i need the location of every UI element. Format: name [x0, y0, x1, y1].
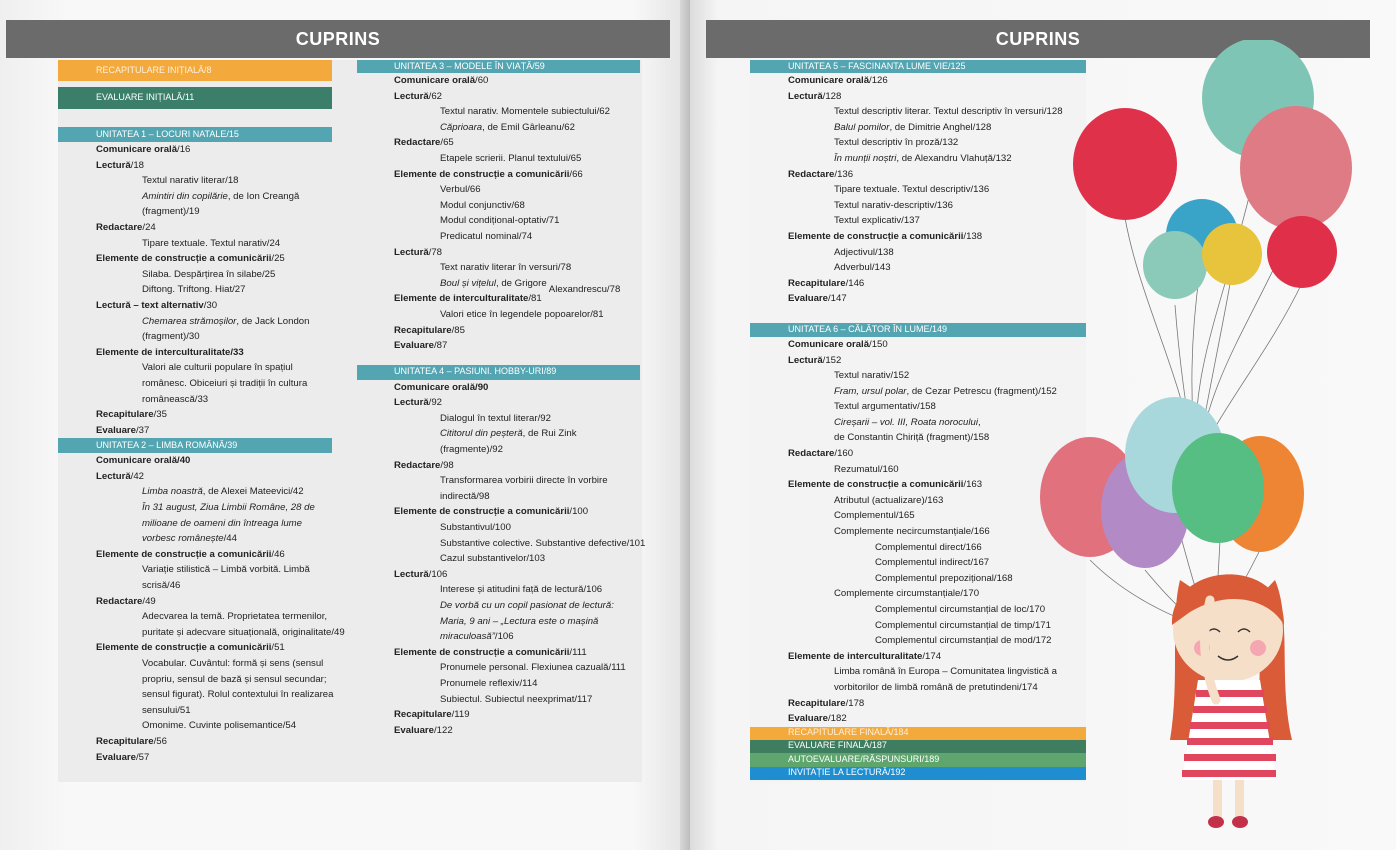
entry-heading: Elemente de construcție a comunicării	[96, 548, 272, 560]
entry-text: /138	[963, 230, 983, 242]
entry-title: Balul pomilor	[834, 121, 890, 133]
entry-text: /35	[153, 409, 167, 421]
toc-entry	[357, 182, 640, 198]
entry-text: Complementul circumstanțial de mod/172	[875, 635, 1052, 647]
entry-text: românesc. Obiceiuri și tradiții în cultura	[142, 377, 308, 389]
toc-entry	[357, 614, 640, 630]
entry-text: sensul figurat). Rolul contextului în realizarea	[142, 689, 334, 701]
entry-text: Textul descriptiv literar. Textul descriptiv în versuri/128	[834, 106, 1063, 118]
entry-text: /37	[136, 424, 150, 436]
entry-heading: Recapitulare	[788, 697, 846, 709]
toc-entry	[357, 551, 640, 567]
entry-text: /18	[130, 159, 144, 171]
entry-heading: Recapitulare	[96, 409, 154, 421]
entry-heading: Evaluare	[96, 751, 137, 763]
toc-entry	[357, 692, 640, 708]
toc-entry	[58, 750, 332, 766]
balloon-red-small	[1267, 216, 1337, 288]
entry-text: Textul narativ-descriptiv/136	[834, 199, 953, 211]
girl-figure	[1170, 574, 1292, 828]
section-bar: UNITATEA 4 – PASIUNI. HOBBY-URI/89	[357, 365, 640, 380]
entry-text: /44	[223, 533, 237, 545]
entry-heading: Redactare	[96, 595, 143, 607]
entry-text: propriu, sensul de bază și sensul secundar;	[142, 673, 327, 685]
entry-heading: Lectură	[96, 159, 131, 171]
toc-entry	[58, 734, 332, 750]
entry-title: Chemarea strămoșilor	[142, 315, 237, 327]
entry-text: Modul condițional-optativ/71	[440, 215, 560, 227]
entry-text: Diftong. Triftong. Hiat/27	[142, 284, 246, 296]
entry-heading: Elemente de construcție a comunicării	[788, 230, 964, 242]
entry-text: Tipare textuale. Textul narativ/24	[142, 237, 281, 249]
entry-text: Textul narativ/152	[834, 370, 910, 382]
section-bar: UNITATEA 2 – LIMBA ROMÂNĂ/39	[58, 438, 332, 453]
entry-text: /56	[153, 735, 167, 747]
entry-heading: Lectură	[394, 90, 429, 102]
toc-entry	[357, 260, 640, 276]
entry-heading: Recapitulare	[394, 324, 452, 336]
entry-text: , de Grigore	[496, 277, 547, 289]
entry-title: De vorbă cu un copil pasionat de lectură:	[440, 600, 614, 611]
entry-heading: Comunicare orală	[788, 75, 870, 86]
entry-text: Transformarea vorbirii directe în vorbire	[440, 475, 608, 487]
section-bar: INVITAȚIE LA LECTURĂ/192	[750, 767, 1086, 780]
toc-entry	[58, 282, 332, 298]
toc-entry	[357, 338, 640, 354]
entry-heading: Lectură – text alternativ	[96, 299, 204, 311]
toc-entry	[357, 458, 640, 474]
entry-text: Tipare textuale. Textul descriptiv/136	[834, 184, 990, 196]
entry-text: Variație stilistică – Limbă vorbită. Limbă	[142, 564, 310, 576]
entry-heading: Evaluare	[788, 713, 829, 725]
toc-entry	[357, 598, 640, 614]
entry-text: Silaba. Despărțirea în silabe/25	[142, 268, 276, 280]
entry-text: /106	[494, 631, 514, 643]
entry-text: Dialogul în textul literar/92	[440, 412, 551, 424]
entry-text: Valori etice în legendele popoarelor/81	[440, 308, 604, 320]
toc-entry	[58, 687, 332, 703]
toc-entry	[58, 625, 345, 641]
entry-text: /152	[822, 354, 842, 366]
entry-text: /30	[203, 299, 218, 311]
toc-entry	[58, 484, 332, 500]
entry-text: Subiectul. Subiectul neexprimat/117	[440, 693, 593, 705]
toc-entry	[58, 329, 332, 345]
entry-text: /182	[828, 713, 847, 725]
toc-entry	[58, 392, 332, 408]
entry-text: /46	[271, 548, 285, 560]
entry-heading: Comunicare orală/40	[96, 455, 191, 467]
toc-entry	[357, 660, 640, 676]
section-bar: UNITATEA 5 – FASCINANTA LUME VIE/125	[750, 60, 1086, 73]
entry-text: Adverbul/143	[834, 262, 891, 274]
toc-entry	[357, 411, 640, 427]
entry-text: /25	[271, 253, 285, 265]
toc-entry	[58, 142, 332, 158]
toc-entry	[357, 135, 640, 151]
toc-entry	[58, 453, 332, 469]
entry-text: Rezumatul/160	[834, 463, 899, 475]
spacer	[357, 354, 640, 365]
entry-heading: Comunicare orală	[96, 144, 178, 155]
toc-entry	[58, 173, 332, 189]
entry-heading: Lectură	[96, 470, 131, 482]
page-title-text: CUPRINS	[295, 29, 381, 49]
girl-with-balloons-illustration	[1030, 40, 1390, 840]
spacer	[58, 109, 332, 127]
toc-entry	[58, 314, 332, 330]
entry-text: (fragmente)/92	[440, 444, 503, 456]
entry-text: ,	[977, 416, 981, 428]
entry-text: /98	[440, 459, 454, 471]
entry-title: Fram, ursul polar	[834, 385, 907, 397]
entry-text: /160	[834, 448, 854, 460]
toc-entry	[357, 567, 640, 583]
entry-heading: Redactare	[394, 137, 441, 149]
section-bar: UNITATEA 3 – MODELE ÎN VIAȚĂ/59	[357, 60, 640, 73]
entry-heading: Redactare	[394, 459, 441, 471]
section-bar: AUTOEVALUARE/RĂSPUNSURI/189	[750, 753, 1086, 767]
toc-entry	[58, 204, 332, 220]
toc-entry	[58, 547, 332, 563]
entry-text: /126	[869, 75, 888, 86]
entry-heading: Recapitulare	[394, 709, 452, 721]
toc-entry	[357, 676, 640, 692]
entry-text: puritate și adecvare situațională, originalitate/49	[142, 626, 345, 638]
toc-entry	[357, 323, 640, 339]
entry-text: , de Cezar Petrescu (fragment)/152	[906, 385, 1057, 397]
toc-entry	[58, 267, 332, 283]
entry-title: milioane de oameni din întreaga lume	[142, 517, 302, 529]
toc-entry	[357, 198, 640, 214]
entry-text: /51	[271, 642, 285, 654]
toc-entry	[58, 562, 332, 578]
entry-text: Complementul circumstanțial de timp/171	[875, 619, 1051, 631]
entry-title: Boul și vițelul	[440, 277, 496, 289]
entry-text: Adjectivul/138	[834, 246, 894, 258]
entry-title: În munții noștri	[834, 152, 897, 164]
entry-text: Textul explicativ/137	[834, 215, 920, 227]
entry-text: /85	[451, 324, 465, 336]
entry-text: /49	[142, 595, 156, 607]
entry-text: Adecvarea la temă. Proprietatea termenilor,	[142, 611, 328, 623]
entry-text: /65	[440, 137, 454, 149]
entry-heading: Lectură	[394, 568, 429, 580]
entry-text: Complemente necircumstanțiale/166	[834, 526, 990, 538]
entry-text: (fragment)/30	[142, 331, 200, 343]
entry-text: /106	[428, 568, 448, 580]
toc-entry	[357, 104, 640, 120]
section-bar: RECAPITULARE INIȚIALĂ/8	[58, 60, 332, 81]
entry-heading: Elemente de construcție a comunicării	[394, 646, 570, 658]
page-title-left	[6, 20, 670, 58]
entry-text: scrisă/46	[142, 580, 181, 592]
entry-text: Atributul (actualizare)/163	[834, 494, 944, 506]
entry-heading: Comunicare orală/90	[394, 381, 489, 393]
toc-column-1	[58, 60, 345, 765]
toc-entry	[58, 220, 332, 236]
entry-text: /78	[428, 246, 442, 258]
toc-entry	[58, 531, 332, 547]
balloon-green	[1172, 433, 1264, 543]
entry-heading: Evaluare	[788, 293, 829, 305]
toc-entry	[357, 120, 640, 136]
entry-text: /16	[177, 144, 191, 155]
toc-entry	[58, 718, 332, 734]
section-bar: UNITATEA 1 – LOCURI NATALE/15	[58, 127, 332, 142]
entry-text: /87	[434, 340, 448, 352]
entry-continuation: Alexandrescu/78	[546, 283, 621, 295]
toc-entry	[58, 189, 332, 205]
entry-text: Omonime. Cuvinte polisemantice/54	[142, 720, 297, 732]
entry-text: (fragment)/19	[142, 206, 200, 218]
entry-text: /163	[963, 479, 983, 491]
entry-text: /62	[428, 90, 442, 102]
entry-text: /147	[828, 293, 847, 305]
entry-heading: Recapitulare	[788, 277, 846, 289]
toc-entry	[357, 629, 640, 645]
entry-text: /150	[869, 338, 888, 350]
entry-title: Cireșarii – vol. III, Roata norocului	[834, 416, 978, 428]
toc-entry	[357, 167, 640, 183]
toc-entry	[58, 500, 332, 516]
entry-text: de Constantin Chiriță (fragment)/158	[834, 432, 990, 444]
entry-heading: Elemente de construcție a comunicării	[788, 479, 964, 491]
entry-text: , de Jack London	[236, 315, 310, 327]
toc-entry	[357, 473, 640, 489]
entry-heading: Evaluare	[394, 340, 435, 352]
entry-heading: Lectură	[394, 246, 429, 258]
entry-heading: Elemente de interculturalitate/33	[96, 346, 244, 358]
entry-text: Substantivul/100	[440, 522, 511, 534]
toc-entry	[58, 640, 332, 656]
entry-heading: Elemente de construcție a comunicării	[394, 506, 570, 518]
entry-text: Complementul/165	[834, 510, 915, 522]
entry-text: , de Rui Zink	[522, 428, 577, 440]
entry-heading: Redactare	[788, 448, 835, 460]
entry-text: Complementul indirect/167	[875, 557, 990, 569]
entry-text: /174	[922, 650, 942, 662]
entry-text: Verbul/66	[440, 184, 481, 196]
entry-text: Etapele scrierii. Planul textului/65	[440, 152, 582, 164]
entry-text: , de Alexei Mateevici/42	[202, 486, 304, 498]
entry-text: Textul narativ. Momentele subiectului/62	[440, 106, 610, 118]
toc-entry	[357, 504, 640, 520]
balloon-yellow	[1202, 223, 1262, 285]
entry-text: Complementul prepozițional/168	[875, 572, 1013, 584]
entry-heading: Evaluare	[96, 424, 137, 436]
entry-text: , de Alexandru Vlahuță/132	[896, 152, 1012, 164]
toc-entry	[357, 645, 640, 661]
entry-text: românească/33	[142, 393, 209, 405]
entry-text: indirectă/98	[440, 490, 490, 502]
entry-heading: Evaluare	[394, 724, 435, 736]
entry-text: Textul argumentativ/158	[834, 401, 936, 413]
right-page	[690, 0, 1396, 850]
toc-entry	[58, 407, 332, 423]
entry-text: Complemente circumstanțiale/170	[834, 588, 980, 600]
entry-heading: Elemente de interculturalitate	[788, 650, 923, 662]
toc-entry	[58, 360, 332, 376]
toc-entry	[58, 236, 332, 252]
balloon-red-left	[1073, 108, 1177, 220]
entry-text: /24	[142, 221, 156, 233]
entry-text: Limba română în Europa – Comunitatea lingvistică a	[834, 666, 1057, 678]
entry-heading: Elemente de construcție a comunicării	[394, 168, 570, 180]
entry-heading: Comunicare orală	[394, 75, 476, 86]
entry-text: /42	[130, 470, 144, 482]
entry-text: Textul descriptiv în proză/132	[834, 137, 959, 149]
entry-title: miraculoasă”	[440, 631, 495, 643]
toc-entry	[357, 380, 640, 396]
toc-entry	[357, 229, 640, 245]
toc-entry	[58, 345, 332, 361]
toc-entry	[357, 213, 640, 229]
toc-entry	[357, 89, 640, 105]
entry-text: sensului/51	[142, 704, 191, 716]
entry-text: /60	[475, 75, 489, 86]
toc-entry	[357, 245, 640, 261]
entry-text: , de Emil Gârleanu/62	[482, 121, 575, 133]
entry-heading: Redactare	[96, 221, 143, 233]
entry-text: /81	[528, 293, 542, 305]
toc-entry	[357, 442, 640, 458]
toc-entry	[357, 582, 640, 598]
toc-entry	[357, 276, 640, 295]
toc-entry	[58, 609, 332, 625]
entry-text: Complementul circumstanțial de loc/170	[875, 604, 1046, 615]
section-bar: RECAPITULARE FINALĂ/184	[750, 727, 1086, 740]
entry-heading: Comunicare orală	[788, 338, 870, 350]
balloon-teal-small	[1143, 231, 1207, 299]
entry-text: Cazul substantivelor/103	[440, 553, 546, 565]
entry-text: Modul conjunctiv/68	[440, 199, 525, 211]
entry-text: /66	[569, 168, 583, 180]
entry-title: Limba noastră	[142, 486, 203, 498]
toc-entry	[357, 489, 640, 505]
entry-heading: Lectură	[788, 90, 823, 102]
entry-title: În 31 august, Ziua Limbii Române, 28 de	[142, 502, 315, 514]
entry-heading: Elemente de construcție a comunicării	[96, 253, 272, 265]
toc-entry	[58, 469, 332, 485]
entry-text: , de Ion Creangă	[227, 190, 300, 202]
entry-text: /57	[136, 751, 150, 763]
toc-column-2	[357, 60, 646, 738]
toc-entry	[58, 158, 332, 174]
toc-entry	[58, 703, 332, 719]
toc-entry	[58, 251, 332, 267]
entry-text: Valori ale culturii populare în spațiul	[142, 362, 293, 374]
entry-text: /92	[428, 397, 442, 409]
entry-text: /111	[569, 646, 587, 658]
entry-heading: Lectură	[394, 397, 429, 409]
entry-text: /128	[822, 90, 842, 102]
entry-text: , de Dimitrie Anghel/128	[889, 121, 992, 133]
entry-text: /146	[845, 277, 865, 289]
entry-text: Textul narativ literar/18	[142, 175, 239, 187]
left-page	[0, 0, 688, 850]
entry-title: Cititorul din peșteră	[440, 428, 523, 440]
toc-entry	[357, 307, 640, 323]
entry-title: Maria, 9 ani – „Lectura este o mașină	[440, 615, 599, 627]
entry-text: Substantive colective. Substantive defective/101	[440, 537, 646, 549]
toc-entry	[357, 536, 646, 552]
page-title-text: CUPRINS	[995, 29, 1081, 49]
section-bar: UNITATEA 6 – CĂLĂTOR ÎN LUME/149	[750, 323, 1086, 337]
toc-entry	[58, 656, 332, 672]
toc-entry	[357, 723, 640, 739]
toc-entry	[58, 376, 332, 392]
entry-text: /136	[834, 168, 854, 180]
entry-heading: Elemente de interculturalitate	[394, 293, 529, 305]
entry-heading: Redactare	[788, 168, 835, 180]
entry-text: Vocabular. Cuvântul: formă și sens (sensul	[142, 658, 324, 669]
entry-title: Căprioara	[440, 121, 483, 133]
toc-entry	[58, 672, 332, 688]
toc-entry	[58, 516, 332, 532]
entry-heading: Lectură	[788, 354, 823, 366]
toc-entry	[58, 298, 332, 314]
entry-text: Pronumele personal. Flexiunea cazuală/111	[440, 662, 626, 674]
toc-entry	[357, 395, 640, 411]
toc-entry	[58, 578, 332, 594]
toc-entry	[357, 426, 640, 442]
entry-heading: Recapitulare	[96, 735, 154, 747]
entry-title: Amintiri din copilărie	[142, 190, 228, 202]
entry-text: Complementul direct/166	[875, 541, 982, 553]
entry-text: /122	[434, 724, 453, 736]
entry-text: Text narativ literar în versuri/78	[440, 262, 572, 274]
toc-entry	[357, 73, 640, 89]
entry-text: /119	[451, 709, 470, 721]
balloon-pink-right	[1240, 106, 1352, 230]
entry-heading: Elemente de construcție a comunicării	[96, 642, 272, 654]
entry-text: Predicatul nominal/74	[440, 230, 533, 242]
toc-entry	[357, 707, 640, 723]
entry-text: Pronumele reflexiv/114	[440, 677, 538, 689]
toc-entry	[58, 594, 332, 610]
toc-entry	[357, 520, 640, 536]
toc-entry	[58, 423, 332, 439]
entry-title: vorbesc românește	[142, 533, 224, 545]
entry-text: vorbitorilor de limbă română de pretutindeni/174	[834, 681, 1038, 693]
entry-text: Interese și atitudini față de lectură/106	[440, 584, 603, 596]
toc-entry	[357, 151, 640, 167]
section-bar: EVALUARE FINALĂ/187	[750, 740, 1086, 753]
entry-text: /178	[845, 697, 865, 709]
section-bar: EVALUARE INIȚIALĂ/11	[58, 87, 332, 109]
entry-text: /100	[569, 506, 589, 518]
